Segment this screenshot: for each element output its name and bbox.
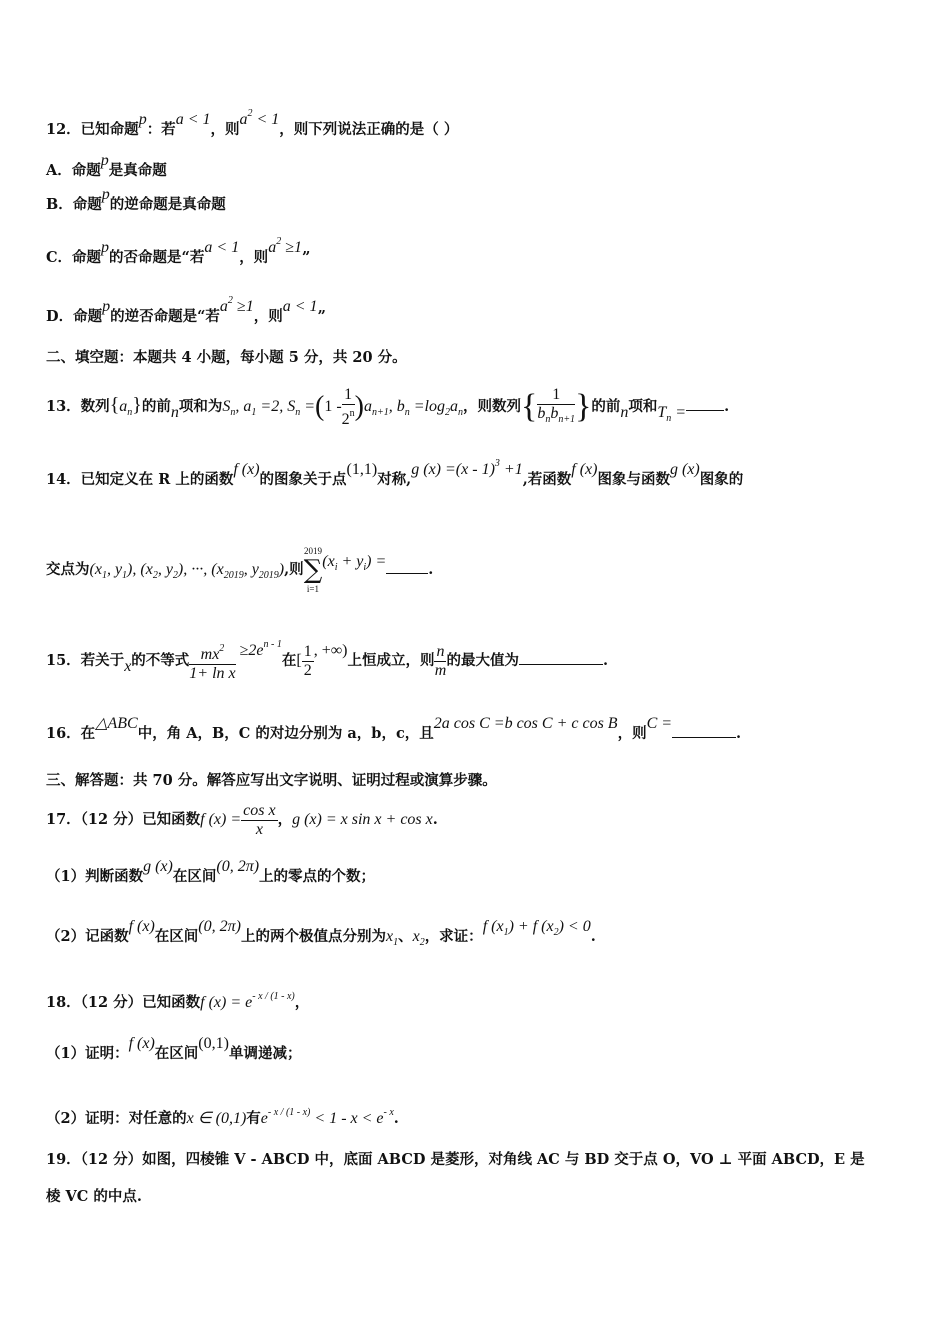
q18-part2: （2）证明：对任意的x ∈ (0,1)有$e^{- x / (1 - x)} < 1 - x < e^{- x}$. bbox=[46, 1107, 399, 1127]
q13: 13．数列$\{a_n\}$的前n项和为$S_n$, $a_1 =2$, $S_n =(1$ - $\frac{1}{2^n}$ )$a_{n+1}$, $b_n =\log_2a_n$，则数列{ $\frac{1}{b_nb_{n+1}}$ }的前n项和$T_n$ = . bbox=[46, 385, 730, 428]
var-p: p bbox=[138, 111, 147, 128]
answer-blank[interactable] bbox=[386, 573, 428, 574]
q12-option-c: C．命题p的否命题是“若a < 1，则$a^2 \ge 1$” bbox=[46, 236, 311, 266]
q18-stem: 18．（12 分）已知函数f $(x) = e^{- x / (1 - x)}$， bbox=[46, 991, 310, 1011]
q17-part2: （2）记函数f (x)在区间(0, 2π)上的两个极值点分别为$x_1$、$x_2$，求证：f $(x_1) + f$ $(x_2) < 0$. bbox=[46, 918, 596, 948]
q12-stem: 12．已知命题p：若a < 1，则$a^2 < 1$，则下列说法正确的是（ ） bbox=[46, 108, 459, 138]
section-heading-solutions: 三、解答题：共 70 分。解答应写出文字说明、证明过程或演算步骤。 bbox=[46, 772, 497, 789]
q19-line1: 19．（12 分）如图，四棱锥 V - ABCD 中，底面 ABCD 是菱形，对角线 AC 与 BD 交于点 O，VO ⊥ 平面 ABCD，E 是 bbox=[46, 1151, 865, 1168]
q17-part1: （1）判断函数g (x)在区间(0, 2π)上的零点的个数； bbox=[46, 858, 376, 885]
q19-line2: 棱 VC 的中点. bbox=[46, 1188, 142, 1205]
q17-stem: 17．（12 分）已知函数f (x) = $\frac{\text{cos x}}{x}$ ，g (x) = x sin x + cos x. bbox=[46, 801, 438, 838]
q15: 15．若关于x的不等式 $\frac{mx^2}{\text{1+ ln x}}$ $\ge 2e^{n - 1}$在[ $\frac{1}{2}$ , +∞)上恒成立，则 $\frac{n}{m}$ 的最大值为 . bbox=[46, 639, 609, 682]
fraction-n-over-m: $\frac{n}{m}$ bbox=[434, 642, 447, 679]
q16: 16．在△ABC中，角 A，B，C 的对边分别为 a，b，c，且2a cos C =b cos C + c cos B，则C =. bbox=[46, 715, 742, 742]
q12-option-a: A．命题p是真命题 bbox=[46, 152, 167, 179]
q18-part1: （1）证明：f (x)在区间(0,1)单调递减； bbox=[46, 1035, 302, 1062]
fraction-one-half: $\frac{1}{2}$ bbox=[303, 642, 312, 679]
q12-option-d: D．命题p的逆否命题是“若$a^2 \ge 1$，则a < 1” bbox=[46, 295, 326, 325]
fraction-cosx-over-x: $\frac{\text{cos x}}{x}$ bbox=[243, 801, 276, 838]
summation-sign: 2019 ∑ i=1 bbox=[303, 546, 323, 594]
section-heading-fill-in: 二、填空题：本题共 4 小题，每小题 5 分，共 20 分。 bbox=[46, 349, 407, 366]
q12-option-b: B．命题p的逆命题是真命题 bbox=[46, 186, 226, 213]
fraction-1-over-2n: $\frac{1}{2^n}$ bbox=[341, 385, 355, 428]
q14-line2: 交点为($x_1$, $y_1$), ($x_2$, $y_2$), ···, ($x_{2019}$, $y_{2019}$),则 2019 ∑ i=1 $(x_i + y_i)$ = . bbox=[46, 546, 434, 594]
q14-line1: 14．已知定义在 R 上的函数f (x)的图象关于点(1,1)对称,g (x) =(x - 1)$^3$ +1,若函数f (x)图象与函数g (x)图象的 bbox=[46, 458, 744, 488]
fraction-1-over-bnbn1: $\frac{1}{b_nb_{n+1}}$ bbox=[537, 385, 576, 425]
answer-blank[interactable] bbox=[519, 664, 603, 665]
fraction-mx2-over-1lnx: $\frac{mx^2}{\text{1+ ln x}}$ bbox=[189, 640, 235, 683]
answer-blank[interactable] bbox=[672, 737, 736, 738]
answer-blank[interactable] bbox=[686, 410, 724, 411]
